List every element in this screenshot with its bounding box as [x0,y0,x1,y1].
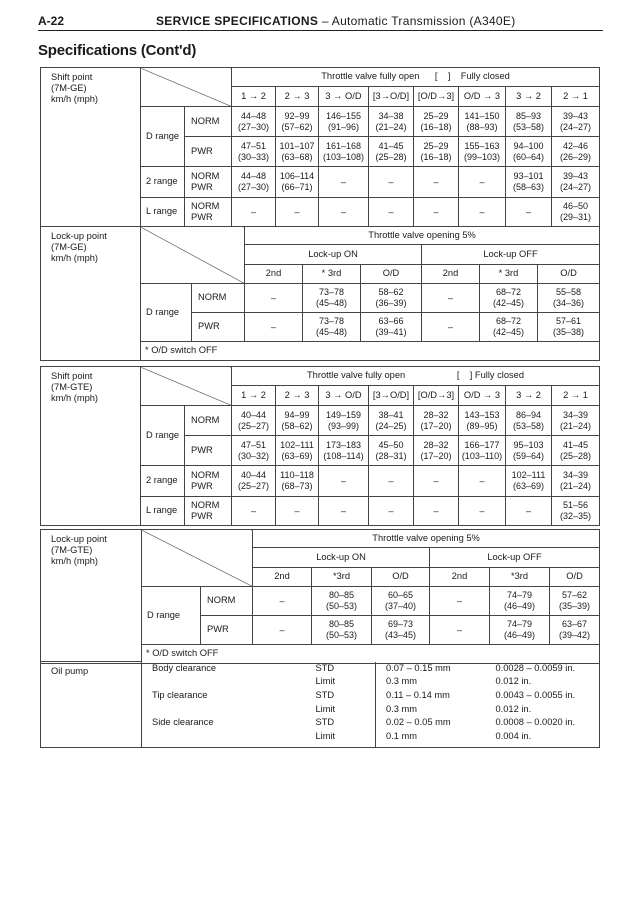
speed-value: 28–32 (17–20) [414,436,459,466]
spec-kind: Limit [316,675,376,689]
speed-value: 102–111 (63–69) [276,436,319,466]
speed-value: 149–159 (93–99) [319,406,369,436]
lockup-point-7mge-table [40,226,600,361]
column-header: * 3rd [480,265,538,284]
speed-value: 41–45 (25–28) [369,137,414,167]
speed-value: – [414,497,459,526]
speed-value: 69–73 (43–45) [372,616,430,645]
value-in: 0.0043 – 0.0055 in. [496,689,600,703]
value-mm: 0.3 mm [376,675,496,689]
lockup-on-header: Lock-up ON [253,548,430,568]
clearance-item: Side clearance [142,716,316,730]
speed-value: – [276,198,319,227]
speed-value: 94–99 (58–62) [276,406,319,436]
value-in: 0.012 in. [496,702,600,716]
column-header: O/D [361,265,422,284]
column-header: 3 → 2 [506,386,552,406]
column-header: O/D [372,568,430,587]
speed-value: 143–153 (89–95) [459,406,506,436]
range-label: 2 range [141,167,185,198]
column-header: 1 → 2 [232,87,276,107]
speed-value: 34–39 (21–24) [552,406,600,436]
column-header: *3rd [490,568,550,587]
speed-value: – [369,198,414,227]
speed-value: – [369,466,414,497]
value-mm: 0.3 mm [376,702,496,716]
spec-kind: Limit [316,702,376,716]
speed-value: 92–99 (57–62) [276,107,319,137]
speed-value: 85–93 (53–58) [506,107,552,137]
lockup-point-7mgte-table [40,529,600,664]
footnote: * O/D switch OFF [141,342,600,361]
table-row [41,68,600,87]
range-label: D range [141,107,185,167]
speed-value: – [369,167,414,198]
throttle-caption: Throttle valve opening 5% [253,530,600,548]
shift-point-7mge-table [40,67,600,227]
column-header: 2 → 1 [552,87,600,107]
header-subtitle: – Automatic Transmission (A340E) [318,14,516,28]
speed-value: 57–61 (35–38) [538,313,600,342]
speed-value: 166–177 (103–110) [459,436,506,466]
column-header: 2nd [253,568,312,587]
speed-value: – [506,497,552,526]
speed-value: – [430,616,490,645]
value-mm: 0.02 – 0.05 mm [376,716,496,730]
speed-value: 47–51 (30–33) [232,137,276,167]
clearance-item [142,675,316,689]
speed-value: 73–78 (45–48) [303,284,361,313]
mode-label: NORM PWR [185,497,232,526]
column-header: [3→O/D] [369,87,414,107]
table-row [41,530,600,548]
column-header: [O/D→3] [414,87,459,107]
column-header: 2nd [422,265,480,284]
column-header: 2 → 3 [276,386,319,406]
range-label: D range [141,284,192,342]
speed-value: 57–62 (35–39) [550,587,600,616]
mode-label: NORM [201,587,253,616]
speed-value: 60–65 (37–40) [372,587,430,616]
table-row [41,662,600,676]
column-header: O/D [538,265,600,284]
range-label: D range [142,587,201,645]
speed-value: 86–94 (53–58) [506,406,552,436]
column-header: [O/D→3] [414,386,459,406]
speed-value: 73–78 (45–48) [303,313,361,342]
speed-value: – [319,497,369,526]
speed-value: 173–183 (108–114) [319,436,369,466]
speed-value: – [459,198,506,227]
speed-value: 40–44 (25–27) [232,466,276,497]
throttle-caption: Throttle valve fully open [ ] Fully closed [232,68,600,87]
section-label: Shift point (7M-GTE) km/h (mph) [41,367,141,526]
speed-value: – [319,198,369,227]
speed-value: 161–168 (103–108) [319,137,369,167]
range-label: L range [141,198,185,227]
spec-kind: STD [316,662,376,676]
speed-value: – [232,497,276,526]
spec-kind: STD [316,689,376,703]
clearance-item: Tip clearance [142,689,316,703]
speed-value: 55–58 (34–36) [538,284,600,313]
column-header: O/D → 3 [459,87,506,107]
speed-value: 44–48 (27–30) [232,167,276,198]
column-header: *3rd [312,568,372,587]
speed-value: 58–62 (36–39) [361,284,422,313]
speed-value: – [276,497,319,526]
spec-kind: Limit [316,729,376,747]
speed-value: – [414,167,459,198]
column-header: 3 → 2 [506,87,552,107]
section-title: Specifications (Cont'd) [38,42,197,59]
speed-value: 46–50 (29–31) [552,198,600,227]
column-header: 2nd [430,568,490,587]
throttle-caption: Throttle valve opening 5% [245,227,600,245]
speed-value: – [422,284,480,313]
clearance-item [142,702,316,716]
mode-label: NORM [192,284,245,313]
lockup-on-header: Lock-up ON [245,245,422,265]
oil-pump-table [40,661,600,748]
section-label: Lock-up point (7M-GTE) km/h (mph) [41,530,142,664]
speed-value: 45–50 (28–31) [369,436,414,466]
speed-value: 34–39 (21–24) [552,466,600,497]
speed-value: 155–163 (99–103) [459,137,506,167]
section-label: Shift point (7M-GE) km/h (mph) [41,68,141,227]
mode-label: NORM PWR [185,198,232,227]
speed-value: 102–111 (63–69) [506,466,552,497]
speed-value: 68–72 (42–45) [480,313,538,342]
speed-value: – [459,167,506,198]
speed-value: – [369,497,414,526]
speed-value: 25–29 (16–18) [414,107,459,137]
spec-kind: STD [316,716,376,730]
mode-label: PWR [185,436,232,466]
speed-value: 42–46 (26–29) [552,137,600,167]
speed-value: – [253,616,312,645]
speed-value: – [245,284,303,313]
range-label: 2 range [141,466,185,497]
speed-value: 74–79 (46–49) [490,587,550,616]
table-row [41,367,600,386]
lockup-off-header: Lock-up OFF [430,548,600,568]
mode-label: PWR [192,313,245,342]
mode-label: NORM [185,406,232,436]
speed-value: – [414,466,459,497]
speed-value: – [319,466,369,497]
value-in: 0.0008 – 0.0020 in. [496,716,600,730]
speed-value: 94–100 (60–64) [506,137,552,167]
header-title-main: SERVICE SPECIFICATIONS [156,14,319,28]
speed-value: 74–79 (46–49) [490,616,550,645]
column-header: 1 → 2 [232,386,276,406]
speed-value: – [232,198,276,227]
value-mm: 0.1 mm [376,729,496,747]
speed-value: 28–32 (17–20) [414,406,459,436]
speed-value: – [422,313,480,342]
value-in: 0.004 in. [496,729,600,747]
speed-value: 25–29 (16–18) [414,137,459,167]
page-number: A-22 [38,14,65,28]
shift-point-7mgte-table [40,366,600,526]
speed-value: 80–85 (50–53) [312,587,372,616]
speed-value: 146–155 (91–96) [319,107,369,137]
mode-label: PWR [185,137,232,167]
speed-value: 68–72 (42–45) [480,284,538,313]
speed-value: 41–45 (25–28) [552,436,600,466]
page-header [38,12,603,31]
diagonal-header-cell [141,68,232,107]
value-mm: 0.11 – 0.14 mm [376,689,496,703]
speed-value: – [459,497,506,526]
speed-value: 110–118 (68–73) [276,466,319,497]
diagonal-header-cell [141,227,245,284]
speed-value: 39–43 (24–27) [552,167,600,198]
speed-value: 101–107 (63–68) [276,137,319,167]
speed-value: 34–38 (21–24) [369,107,414,137]
mode-label: PWR [201,616,253,645]
diagonal-header-cell [141,367,232,406]
column-header: * 3rd [303,265,361,284]
mode-label: NORM PWR [185,167,232,198]
column-header: 2 → 3 [276,87,319,107]
speed-value: 106–114 (66–71) [276,167,319,198]
section-label: Lock-up point (7M-GE) km/h (mph) [41,227,141,361]
speed-value: – [319,167,369,198]
speed-value: 63–67 (39–42) [550,616,600,645]
speed-value: 40–44 (25–27) [232,406,276,436]
speed-value: 95–103 (59–64) [506,436,552,466]
throttle-caption: Throttle valve fully open [ ] Fully closed [232,367,600,386]
value-in: 0.012 in. [496,675,600,689]
speed-value: – [414,198,459,227]
section-label: Oil pump [41,662,142,748]
speed-value: 47–51 (30–32) [232,436,276,466]
range-label: L range [141,497,185,526]
column-header: 3 → O/D [319,386,369,406]
footnote: * O/D switch OFF [142,645,600,664]
column-header: 2 → 1 [552,386,600,406]
speed-value: 39–43 (24–27) [552,107,600,137]
clearance-item [142,729,316,747]
lockup-off-header: Lock-up OFF [422,245,600,265]
column-header: 3 → O/D [319,87,369,107]
clearance-item: Body clearance [142,662,316,676]
column-header: [3→O/D] [369,386,414,406]
speed-value: – [253,587,312,616]
speed-value: – [430,587,490,616]
speed-value: 80–85 (50–53) [312,616,372,645]
speed-value: 63–66 (39–41) [361,313,422,342]
speed-value: – [245,313,303,342]
mode-label: NORM PWR [185,466,232,497]
speed-value: 93–101 (58–63) [506,167,552,198]
mode-label: NORM [185,107,232,137]
column-header: 2nd [245,265,303,284]
speed-value: 51–56 (32–35) [552,497,600,526]
column-header: O/D → 3 [459,386,506,406]
value-mm: 0.07 – 0.15 mm [376,662,496,676]
value-in: 0.0028 – 0.0059 in. [496,662,600,676]
diagonal-header-cell [142,530,253,587]
column-header: O/D [550,568,600,587]
table-row [41,227,600,245]
speed-value: 44–48 (27–30) [232,107,276,137]
speed-value: 38–41 (24–25) [369,406,414,436]
range-label: D range [141,406,185,466]
header-title [156,14,516,28]
speed-value: – [459,466,506,497]
speed-value: – [506,198,552,227]
speed-value: 141–150 (88–93) [459,107,506,137]
